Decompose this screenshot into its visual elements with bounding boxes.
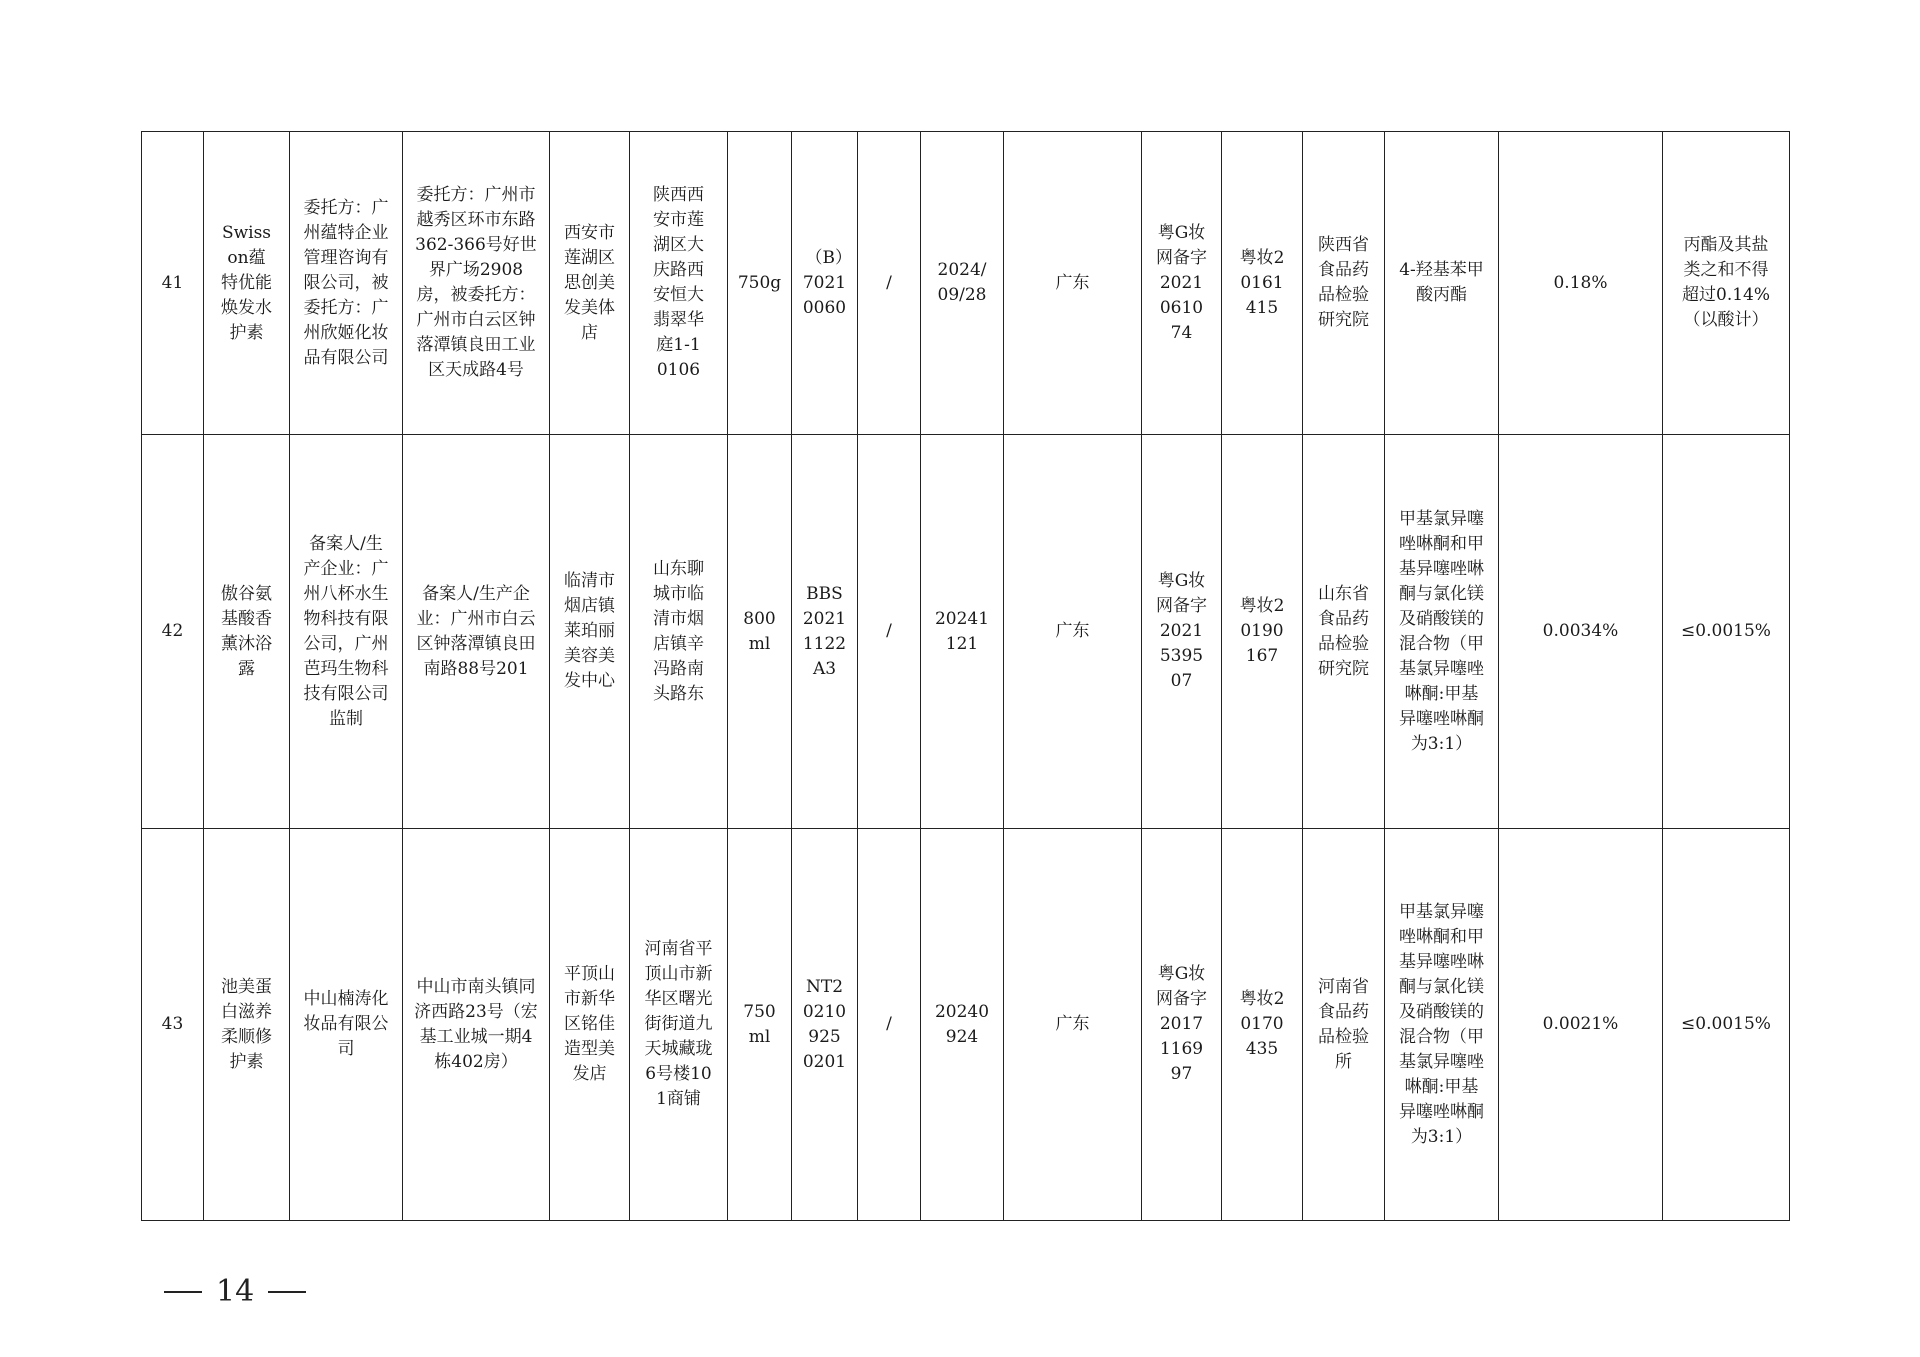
test-result: 0.0034% — [1499, 435, 1663, 829]
manufacturer-address: 委托方：广州市越秀区环市东路362-366号好世界广场2908房，被委托方：广州市白云区钟落潭镇良田工业区天成路4号 — [403, 132, 550, 435]
row-number: 43 — [142, 829, 204, 1221]
failed-item: 甲基氯异噻唑啉酮和甲基异噻唑啉酮与氯化镁及硝酸镁的混合物（甲基氯异噻唑啉酮:甲基异噻唑啉酮为3:1） — [1385, 435, 1499, 829]
specification: 750g — [728, 132, 792, 435]
manufacturer: 备案人/生产企业：广州八杯水生物科技有限公司，广州芭玛生物科技有限公司监制 — [290, 435, 403, 829]
page-number: 14 — [216, 1274, 255, 1309]
standard-requirement: 丙酯及其盐类之和不得超过0.14%（以酸计） — [1663, 132, 1790, 435]
license-number: 粤妆20161415 — [1222, 132, 1303, 435]
license-number: 粤妆20190167 — [1222, 435, 1303, 829]
batch-number: （B）70210060 — [792, 132, 858, 435]
batch-number: BBS20211122A3 — [792, 435, 858, 829]
manufacturer-address: 备案人/生产企业：广州市白云区钟落潭镇良田南路88号201 — [403, 435, 550, 829]
record-number: 粤G妆网备字2017116997 — [1142, 829, 1222, 1221]
manufacturer: 委托方：广州蕴特企业管理咨询有限公司，被委托方：广州欣姬化妆品有限公司 — [290, 132, 403, 435]
table-row — [142, 435, 1790, 829]
failed-item: 甲基氯异噻唑啉酮和甲基异噻唑啉酮与氯化镁及硝酸镁的混合物（甲基氯异噻唑啉酮:甲基异噻唑啉酮为3:1） — [1385, 829, 1499, 1221]
table-row — [142, 132, 1790, 435]
specification: 800ml — [728, 435, 792, 829]
footer-dash-left — [164, 1291, 202, 1293]
table-row — [142, 829, 1790, 1221]
test-result: 0.18% — [1499, 132, 1663, 435]
row-number: 42 — [142, 435, 204, 829]
standard-requirement: ≤0.0015% — [1663, 435, 1790, 829]
sampled-unit-address: 河南省平顶山市新华区曙光街街道九天城藏珑6号楼101商铺 — [630, 829, 728, 1221]
specification: 750ml — [728, 829, 792, 1221]
product-name: 傲谷氨基酸香薰沐浴露 — [204, 435, 290, 829]
footer-dash-right — [268, 1291, 306, 1293]
standard-requirement: ≤0.0015% — [1663, 829, 1790, 1221]
product-name: 池美蛋白滋养柔顺修护素 — [204, 829, 290, 1221]
province: 广东 — [1004, 435, 1142, 829]
sampled-unit: 临清市烟店镇莱珀丽美容美发中心 — [550, 435, 630, 829]
record-number: 粤G妆网备字2021539507 — [1142, 435, 1222, 829]
sampled-unit-address: 山东聊城市临清市烟店镇辛冯路南头路东 — [630, 435, 728, 829]
sampled-unit: 平顶山市新华区铭佳造型美发店 — [550, 829, 630, 1221]
sampled-unit: 西安市莲湖区思创美发美体店 — [550, 132, 630, 435]
sampled-unit-address: 陕西西安市莲湖区大庆路西安恒大翡翠华庭1-10106 — [630, 132, 728, 435]
province: 广东 — [1004, 132, 1142, 435]
batch-number: NT20210925 0201 — [792, 829, 858, 1221]
production-date: 20240924 — [921, 829, 1004, 1221]
failed-item: 4-羟基苯甲酸丙酯 — [1385, 132, 1499, 435]
record-number: 粤G妆网备字2021061074 — [1142, 132, 1222, 435]
manufacturer: 中山楠涛化妆品有限公司 — [290, 829, 403, 1221]
license-number: 粤妆20170435 — [1222, 829, 1303, 1221]
inspection-results-table — [141, 131, 1790, 1221]
testing-institution: 陕西省食品药品检验研究院 — [1303, 132, 1385, 435]
page-footer — [164, 1274, 306, 1309]
expiry-date: / — [858, 132, 921, 435]
manufacturer-address: 中山市南头镇同济西路23号（宏基工业城一期4栋402房） — [403, 829, 550, 1221]
row-number: 41 — [142, 132, 204, 435]
production-date: 2024/09/28 — [921, 132, 1004, 435]
expiry-date: / — [858, 435, 921, 829]
testing-institution: 山东省食品药品检验研究院 — [1303, 435, 1385, 829]
testing-institution: 河南省食品药品检验所 — [1303, 829, 1385, 1221]
expiry-date: / — [858, 829, 921, 1221]
province: 广东 — [1004, 829, 1142, 1221]
test-result: 0.0021% — [1499, 829, 1663, 1221]
production-date: 20241121 — [921, 435, 1004, 829]
product-name: Swisson蕴特优能焕发水护素 — [204, 132, 290, 435]
